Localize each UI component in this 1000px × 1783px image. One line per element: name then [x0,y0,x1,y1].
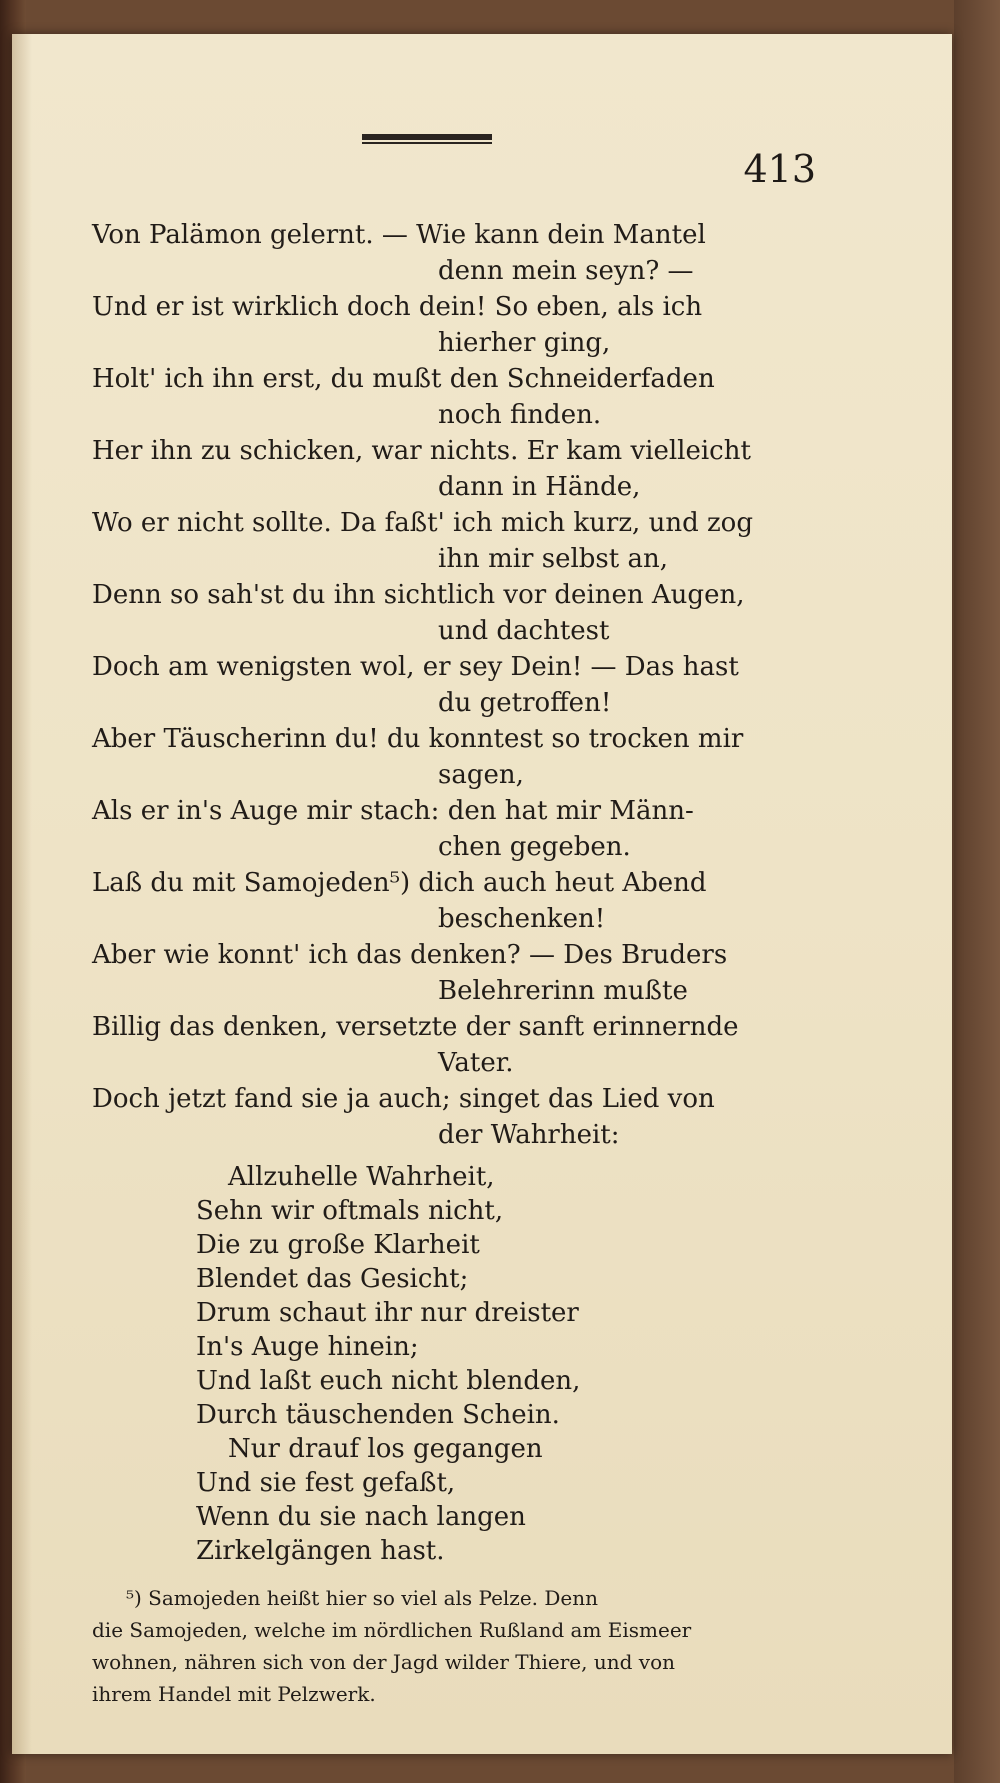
verse-line: Als er in's Auge mir stach: den hat mir Männ- [92,796,694,826]
footnote-line: die Samojeden, welche im nördlichen Rußland am Eismeer [92,1618,692,1642]
song-line: Die zu große Klarheit [196,1230,480,1260]
page-number: 413 [743,147,816,191]
song-line: Nur drauf los gegangen [228,1434,543,1464]
verse-line: sagen, [438,760,524,790]
verse-line: Vater. [438,1048,514,1078]
song-line: In's Auge hinein; [196,1332,419,1362]
verse-line: Laß du mit Samojeden⁵) dich auch heut Abend [92,868,707,898]
verse-line: Von Palämon gelernt. — Wie kann dein Mantel [92,220,706,250]
header-rule [362,134,492,146]
verse-line: beschenken! [438,904,606,934]
scan-border-right [954,0,1000,1783]
footnote-line: ⁵) Samojeden heißt hier so viel als Pelze. Denn [126,1586,599,1610]
verse-line: und dachtest [438,616,610,646]
verse-line: Holt' ich ihn erst, du mußt den Schneiderfaden [92,364,715,394]
song-line: Blendet das Gesicht; [196,1264,469,1294]
song-line: Und sie fest gefaßt, [196,1468,456,1498]
verse-line: Und er ist wirklich doch dein! So eben, als ich [92,292,703,322]
song-line: Wenn du sie nach langen [196,1502,526,1532]
verse-line: Wo er nicht sollte. Da faßt' ich mich kurz, und zog [92,508,753,538]
verse-line: noch finden. [438,400,602,430]
verse-line: Aber wie konnt' ich das denken? — Des Bruders [92,940,728,970]
verse-line: ihn mir selbst an, [438,544,668,574]
verse-line: Denn so sah'st du ihn sichtlich vor deinen Augen, [92,580,745,610]
song-line: Allzuhelle Wahrheit, [228,1162,495,1192]
verse-line: du getroffen! [438,688,612,718]
song-line: Sehn wir oftmals nicht, [196,1196,504,1226]
verse-line: Doch jetzt fand sie ja auch; singet das Lied von [92,1084,715,1114]
footnote-line: wohnen, nähren sich von der Jagd wilder Thiere, und von [92,1650,675,1674]
song-line: Durch täuschenden Schein. [196,1400,560,1430]
song-line: Zirkelgängen hast. [196,1536,445,1566]
verse-line: chen gegeben. [438,832,631,862]
song-line: Drum schaut ihr nur dreister [196,1298,579,1328]
verse-line: Doch am wenigsten wol, er sey Dein! — Das hast [92,652,739,682]
footnote-line: ihrem Handel mit Pelzwerk. [92,1682,376,1706]
verse-line: der Wahrheit: [438,1120,620,1150]
verse-line: Her ihn zu schicken, war nichts. Er kam vielleicht [92,436,751,466]
verse-line: Belehrerinn mußte [438,976,688,1006]
verse-line: denn mein seyn? — [438,256,694,286]
verse-line: Billig das denken, versetzte der sanft erinnernde [92,1012,739,1042]
verse-line: Aber Täuscherinn du! du konntest so trocken mir [92,724,744,754]
verse-line: dann in Hände, [438,472,641,502]
song-line: Und laßt euch nicht blenden, [196,1366,581,1396]
verse-line: hierher ging, [438,328,611,358]
